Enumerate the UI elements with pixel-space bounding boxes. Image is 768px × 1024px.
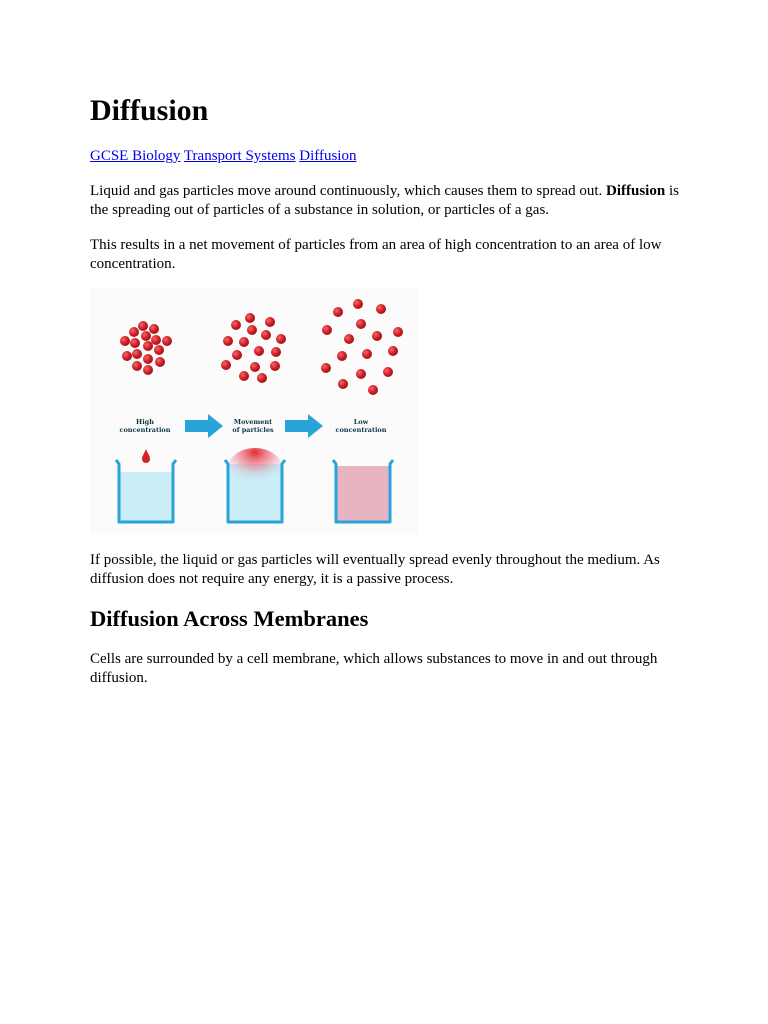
section-heading-membranes: Diffusion Across Membranes — [90, 606, 369, 631]
label-movement-line2: of particles — [232, 426, 274, 434]
label-low-line2: concentration — [335, 426, 387, 434]
arrow-right-icon — [285, 414, 323, 438]
particle-icon — [155, 357, 165, 367]
breadcrumb-link-diffusion[interactable]: Diffusion — [299, 148, 357, 164]
intro-paragraph — [90, 182, 680, 219]
particle-icon — [231, 320, 241, 330]
particle-icon — [383, 367, 393, 377]
particle-icon — [372, 331, 382, 341]
particle-icon — [321, 363, 331, 373]
particle-icon — [338, 379, 348, 389]
passive-process-paragraph: If possible, the liquid or gas particles will eventually spread evenly throughout the medium. As diffusion does not require any energy, it is a passive process. — [90, 552, 660, 587]
particle-icon — [162, 336, 172, 346]
particle-icon — [376, 304, 386, 314]
particle-icon — [149, 324, 159, 334]
diffusion-diagram — [90, 288, 418, 534]
page-title: Diffusion — [90, 94, 209, 127]
particle-icon — [132, 349, 142, 359]
breadcrumb-link-gcse-biology[interactable]: GCSE Biology — [90, 148, 181, 164]
particle-icon — [250, 362, 260, 372]
particle-icon — [247, 325, 257, 335]
particle-icon — [245, 313, 255, 323]
breadcrumb — [90, 147, 356, 165]
particle-icon — [265, 317, 275, 327]
label-movement-line1: Movement — [233, 418, 273, 426]
particle-icon — [129, 327, 139, 337]
particle-icon — [333, 307, 343, 317]
particle-icon — [130, 338, 140, 348]
particle-icon — [143, 354, 153, 364]
particle-icon — [362, 349, 372, 359]
particle-icon — [388, 346, 398, 356]
beaker-high — [116, 449, 176, 522]
breadcrumb-link-transport-systems[interactable]: Transport Systems — [183, 148, 296, 164]
particle-icon — [151, 335, 161, 345]
particle-icon — [271, 347, 281, 357]
particles-low-concentration — [321, 299, 403, 395]
particle-icon — [138, 321, 148, 331]
particle-icon — [141, 331, 151, 341]
label-high-line1: High — [136, 418, 154, 426]
particle-icon — [232, 350, 242, 360]
particle-icon — [257, 373, 267, 383]
particle-icon — [353, 299, 363, 309]
diffusion-term: Diffusion — [606, 183, 666, 199]
net-movement-paragraph: This results in a net movement of particles from an area of high concentration to an area of low concentration. — [90, 237, 662, 272]
beaker-movement — [225, 448, 285, 522]
particle-icon — [221, 360, 231, 370]
beaker-low — [333, 460, 393, 522]
intro-text-start: Liquid and gas particles move around continuously, which causes them to spread out. — [90, 183, 603, 199]
particle-icon — [143, 341, 153, 351]
diffusion-diagram-svg — [90, 288, 418, 534]
particle-icon — [276, 334, 286, 344]
particle-icon — [261, 330, 271, 340]
arrow-right-icon — [185, 414, 223, 438]
particle-icon — [322, 325, 332, 335]
particles-movement — [221, 313, 286, 383]
label-low-line1: Low — [353, 418, 369, 426]
dye-drop-icon — [142, 449, 150, 463]
particle-icon — [368, 385, 378, 395]
particle-icon — [344, 334, 354, 344]
particle-icon — [132, 361, 142, 371]
particles-high-concentration — [120, 321, 172, 375]
particle-icon — [239, 371, 249, 381]
particle-icon — [239, 337, 249, 347]
membrane-paragraph: Cells are surrounded by a cell membrane, which allows substances to move in and out through diffusion. — [90, 651, 658, 686]
particle-icon — [223, 336, 233, 346]
particle-icon — [143, 365, 153, 375]
particle-icon — [393, 327, 403, 337]
particle-icon — [254, 346, 264, 356]
particle-icon — [122, 351, 132, 361]
particle-icon — [356, 369, 366, 379]
particle-icon — [356, 319, 366, 329]
particle-icon — [154, 345, 164, 355]
label-high-line2: concentration — [119, 426, 171, 434]
particle-icon — [337, 351, 347, 361]
particle-icon — [270, 361, 280, 371]
intro-text-end: is the spreading out of particles of a substance in solution, or particles of a gas. — [90, 183, 679, 218]
particle-icon — [120, 336, 130, 346]
